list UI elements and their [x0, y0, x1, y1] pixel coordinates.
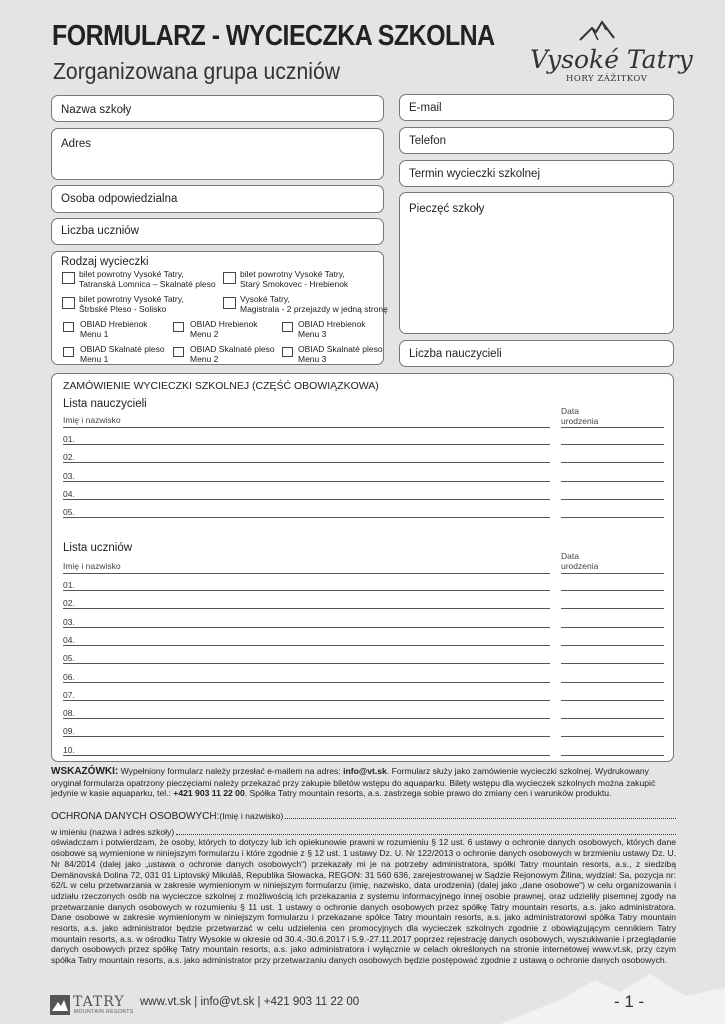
trip-type-label: Rodzaj wycieczki	[61, 256, 149, 268]
email-label: E-mail	[409, 102, 442, 114]
birthdate-line[interactable]	[561, 517, 664, 518]
phone-label: Telefon	[409, 135, 447, 147]
logo-subtext: HORY ZÁŽITKOV	[566, 74, 648, 84]
responsible-person-field[interactable]	[51, 185, 384, 213]
trip-option-checkbox[interactable]	[62, 272, 75, 284]
trip-date-label: Termin wycieczki szkolnej	[409, 168, 541, 180]
name-dotted-line[interactable]	[285, 811, 676, 819]
trip-option-2: bilet powrotny Vysoké Tatry, Starý Smokovec - Hrebienok	[240, 269, 349, 289]
meal-checkbox[interactable]	[63, 322, 74, 332]
name-line[interactable]	[63, 590, 550, 591]
birthdate-line[interactable]	[561, 736, 664, 737]
logo-text: Vysoké Tatry	[530, 45, 693, 74]
name-line[interactable]	[63, 481, 550, 482]
birthdate-line[interactable]	[561, 645, 664, 646]
name-line[interactable]	[63, 517, 550, 518]
address-field[interactable]	[51, 128, 384, 180]
email-field[interactable]	[399, 94, 674, 121]
school-stamp-label: Pieczęć szkoły	[409, 203, 485, 215]
birthdate-line[interactable]	[561, 608, 664, 609]
data-protection-name-hint: (Imię i nazwisko)	[219, 811, 284, 821]
row-number: 08.	[63, 708, 75, 719]
address-label: Adres	[61, 138, 92, 150]
meal-checkbox[interactable]	[63, 347, 74, 357]
birthdate-line[interactable]	[561, 444, 664, 445]
birthdate-line[interactable]	[561, 590, 664, 591]
row-number: 07.	[63, 689, 75, 700]
name-line[interactable]	[63, 755, 550, 756]
header-line	[63, 427, 550, 428]
students-count-label: Liczba uczniów	[61, 225, 139, 237]
birthdate-line[interactable]	[561, 700, 664, 701]
name-line[interactable]	[63, 663, 550, 664]
meal-option-3: OBIAD Hrebienok Menu 3	[298, 319, 366, 339]
meal-checkbox[interactable]	[173, 347, 184, 357]
trip-option-checkbox[interactable]	[223, 297, 236, 309]
meal-option-5: OBIAD Skalnaté pleso Menu 2	[190, 344, 275, 364]
school-stamp-field[interactable]	[399, 192, 674, 334]
name-line[interactable]	[63, 700, 550, 701]
footer-contact: www.vt.sk | info@vt.sk | +421 903 11 22 00	[140, 996, 360, 1008]
meal-checkbox[interactable]	[173, 322, 184, 332]
teachers-count-label: Liczba nauczycieli	[409, 348, 502, 360]
row-number: 02.	[63, 452, 75, 463]
students-date-header: Data urodzenia	[561, 551, 599, 571]
row-number: 03.	[63, 470, 75, 481]
name-line[interactable]	[63, 718, 550, 719]
trip-option-3: bilet powrotny Vysoké Tatry, Štrbské Pleso - Solisko	[79, 294, 184, 314]
mountains-background-icon	[500, 966, 725, 1024]
phone-field[interactable]	[399, 127, 674, 154]
vysoke-tatry-logo	[528, 18, 693, 88]
birthdate-line[interactable]	[561, 663, 664, 664]
birthdate-line[interactable]	[561, 499, 664, 500]
responsible-person-label: Osoba odpowiedzialna	[61, 193, 178, 205]
tmr-logo-icon	[50, 995, 70, 1015]
students-name-header: Imię i nazwisko	[63, 561, 121, 571]
header-line	[561, 427, 664, 428]
row-number: 09.	[63, 726, 75, 737]
meal-checkbox[interactable]	[282, 322, 293, 332]
row-number: 03.	[63, 616, 75, 627]
trip-option-checkbox[interactable]	[62, 297, 75, 309]
name-line[interactable]	[63, 627, 550, 628]
row-number: 05.	[63, 653, 75, 664]
school-name-field[interactable]	[51, 95, 384, 122]
page-number: - 1 -	[614, 992, 645, 1011]
birthdate-line[interactable]	[561, 682, 664, 683]
name-line[interactable]	[63, 462, 550, 463]
school-name-address-hint: w imieniu (nazwa i adres szkoły)	[51, 826, 175, 837]
birthdate-line[interactable]	[561, 627, 664, 628]
birthdate-line[interactable]	[561, 462, 664, 463]
meal-option-6: OBIAD Skalnaté pleso Menu 3	[298, 344, 383, 364]
row-number: 01.	[63, 580, 75, 590]
row-number: 06.	[63, 671, 75, 682]
trip-option-1: bilet powrotny Vysoké Tatry, Tatranská Lomnica – Skalnaté pleso	[79, 269, 216, 289]
name-line[interactable]	[63, 645, 550, 646]
tatry-mountain-resorts-logo: TATRY MOUNTAIN RESORTS	[50, 994, 132, 1016]
birthdate-line[interactable]	[561, 718, 664, 719]
row-number: 04.	[63, 488, 75, 499]
order-heading: ZAMÓWIENIE WYCIECZKI SZKOLNEJ (CZĘŚĆ OBOWIĄZKOWA)	[63, 380, 379, 392]
teachers-name-header: Imię i nazwisko	[63, 415, 121, 425]
notes-phone: +421 903 11 22 00	[173, 788, 245, 799]
data-protection-body: oświadczam i potwierdzam, że osoby, których to dotyczy lub ich opiekunowie prawni w rozumieniu § 12 ust. 6 ustawy o ochronie danych osobowych, których dane osobowe są wymienione w niniejszym formularzu i które zgodnie z § 12 ust. 1 ustawy Dz. U. Nr 122/2013 o ochronie danych osobowych w brzmieniu ustawy Dz. U. Nr 84/2014 (dalej jako „ustawa o ochronie danych osobowych“) przekazały mi je na potrzeby administratora, spółki Tatry mountain resorts, a.s., z siedzibą Demänovská Dolina 72, 031 01 Liptovský Mikuláš, Republika Słowacka, REGON: 31 560 636, zarejestrowanej w Sądzie Rejonowym Žilina, wydział: Sa, pozycja nr: 62/L w celu przetwarzania w zakresie wymienionym w niniejszym formularzu (imię, nazwisko, data urodzenia) (dalej jako „dane osobowe“) w celu organizowania i udziału rzeczonych osób na wycieczce szkolnej z możliwością ich przekazania z systemu informacyjnego innej osobie prawnej, oraz udzieliły pisemnej zgody na przetwarzanie danych osobowych w rozumieniu § 11 ust. 1 ustawy o ochronie danych osobowych przez spółkę Tatry mountain resorts, a.s. jako administratora. Dane osobowe w zakresie wymienionym w niniejszym formularzu i przekazane spółce Tatry mountain resorts, a.s. jako administratorowi spółka Tatry mountain resorts, a.s. jako administrator będzie przetwarzać w celu udzielenia cen promocyjnych dla wycieczek szkolnych zgodnie z obowiązującym cennikiem Tatry mountain resorts, a.s. w ośrodku Tatry Wysokie w okresie od 30.4.-30.6.2017 i 5.9.-27.11.2017 poprzez rejestrację danych osobowych, wyszukiwanie i przeglądanie danych osobowych przez spółkę Tatry mountain resorts, a.s. jako administratora i wyłącznie w celach określonych na stronie internetowej www.vt.sk, przy czym spółka Tatry mountain resorts, a.s. jako administrator przy przetwarzaniu danych osobowych będzie postępować zgodnie z ustawą o ochronie danych osobowych.	[51, 837, 676, 966]
row-number: 02.	[63, 598, 75, 609]
data-protection-section	[51, 811, 676, 966]
name-line[interactable]	[63, 499, 550, 500]
school-dotted-line[interactable]	[176, 827, 676, 835]
students-list-title: Lista uczniów	[63, 542, 133, 554]
meal-option-4: OBIAD Skalnaté pleso Menu 1	[80, 344, 165, 364]
teachers-count-field[interactable]	[399, 340, 674, 367]
page-title: FORMULARZ - WYCIECZKA SZKOLNA	[52, 20, 495, 52]
trip-type-box	[51, 251, 388, 365]
row-number: 01.	[63, 434, 75, 444]
order-box	[51, 373, 674, 762]
trip-option-4: Vysoké Tatry, Magistrala - 2 przejazdy w jedną stronę	[240, 294, 388, 314]
row-number: 04.	[63, 634, 75, 645]
students-count-field[interactable]	[51, 218, 384, 245]
notes-section: WSKAZÓWKI: Wypełniony formularz należy przesłać e-mailem na adres: info@vt.sk. Formularz służy jako zamówienie wycieczki szkolnej. Wydrukowany oryginał formularza opatrzony pieczęciami należy przekazać przy zakupie biletów wstępu do aquaparku. Bilety wstępu dla wycieczek szkolnych można zakupić jedynie w kasie aquaparku, tel.: +421 903 11 22 00. Spółka Tatry mountain resorts, a.s. zastrzega sobie prawo do zmiany cen i warunków produktu.	[51, 766, 656, 799]
data-protection-heading: OCHRONA DANYCH OSOBOWYCH:	[51, 811, 220, 822]
teachers-date-header: Data urodzenia	[561, 406, 599, 426]
page-subtitle: Zorganizowana grupa uczniów	[53, 58, 341, 84]
school-name-label: Nazwa szkoły	[61, 104, 132, 116]
birthdate-line[interactable]	[561, 481, 664, 482]
header-line	[561, 573, 664, 574]
row-number: 10.	[63, 744, 75, 755]
header-line	[63, 573, 550, 574]
meal-option-2: OBIAD Hrebienok Menu 2	[190, 319, 258, 339]
trip-option-checkbox[interactable]	[223, 272, 236, 284]
teachers-list-title: Lista nauczycieli	[63, 398, 147, 410]
notes-email: info@vt.sk	[343, 766, 387, 776]
meal-option-1: OBIAD Hrebienok Menu 1	[80, 319, 148, 339]
row-number: 05.	[63, 507, 75, 518]
name-line[interactable]	[63, 608, 550, 609]
name-line[interactable]	[63, 736, 550, 737]
notes-heading: WSKAZÓWKI:	[51, 766, 119, 777]
trip-date-field[interactable]	[399, 160, 674, 187]
name-line[interactable]	[63, 444, 550, 445]
birthdate-line[interactable]	[561, 755, 664, 756]
name-line[interactable]	[63, 682, 550, 683]
meal-checkbox[interactable]	[282, 347, 293, 357]
